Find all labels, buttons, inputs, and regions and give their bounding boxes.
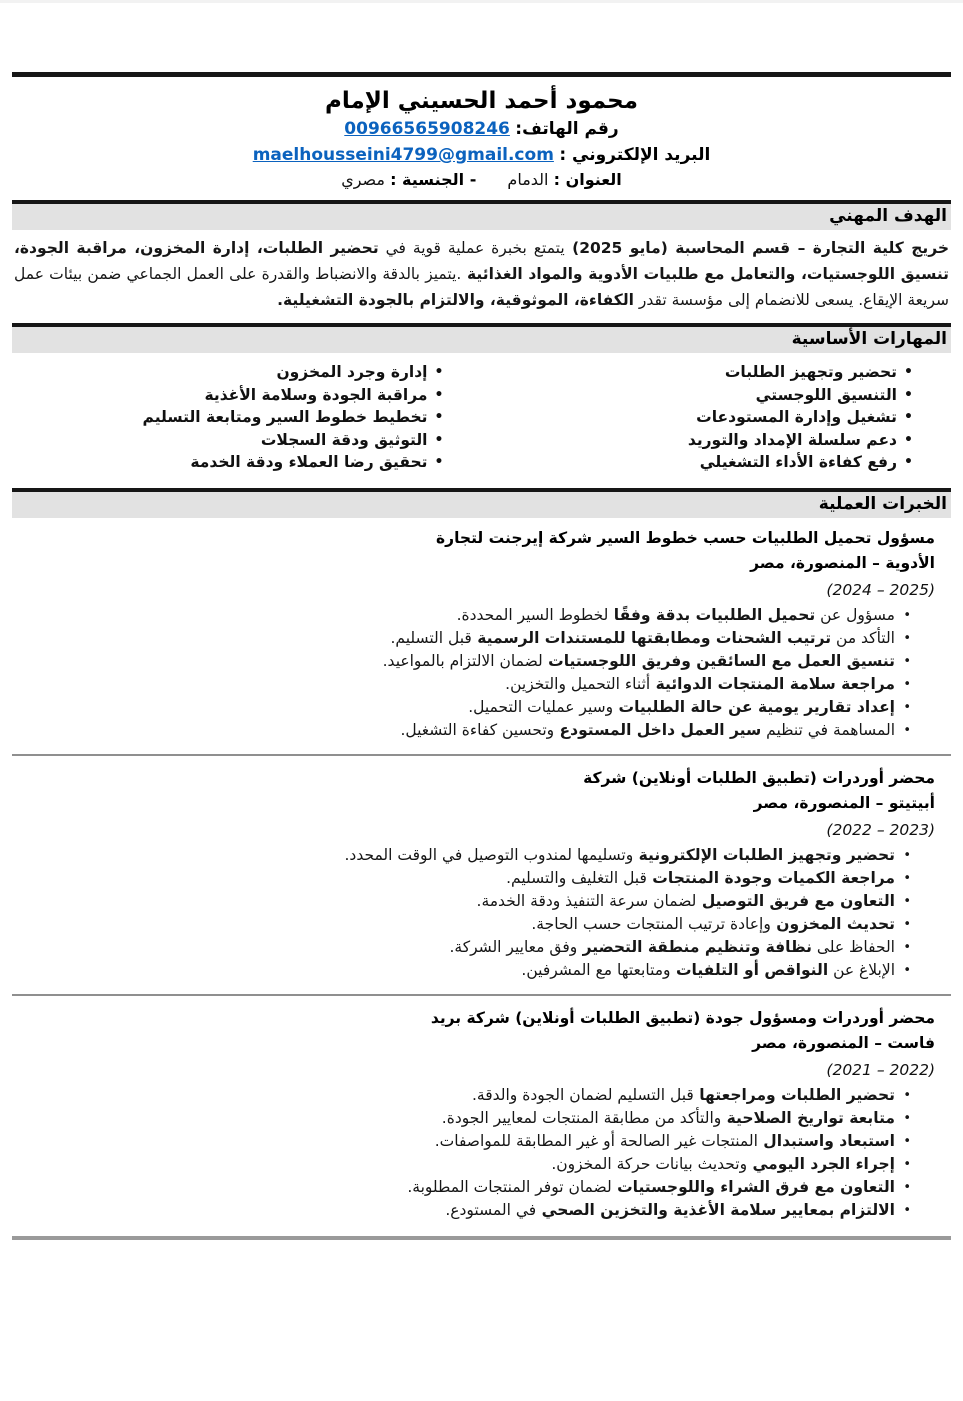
job-date <box>12 818 935 842</box>
skills-columns <box>12 361 951 474</box>
address-value: الدمام <box>507 170 549 189</box>
job-bullet: • مراجعة سلامة المنتجات الدوائية أثناء التحميل والتخزين. <box>12 673 911 696</box>
skill-item: • التوثيق ودقة السجلات <box>12 429 444 452</box>
job-bullet: • إجراء الجرد اليومي وتحديث بيانات حركة المخزون. <box>12 1153 911 1176</box>
job-title <box>12 1006 935 1056</box>
top-divider <box>12 72 951 77</box>
job-bullet: • تنسيق العمل مع السائقين وفريق اللوجستيات لضمان الالتزام بالمواعيد. <box>12 650 911 673</box>
job-entry-1 <box>12 526 951 742</box>
bottom-divider <box>12 1236 951 1240</box>
job-title-line1: محضر أوردرات ومسؤول جودة (تطبيق الطلبات أونلاين) شركة بريد <box>430 1008 935 1027</box>
job-bullet: • متابعة تواريخ الصلاحية والتأكد من مطابقة المنتجات لمعايير الجودة. <box>12 1107 911 1130</box>
section-title-skills: المهارات الأساسية <box>12 327 951 353</box>
job-bullet: • مراجعة الكميات وجودة المنتجات قبل التغليف والتسليم. <box>12 867 911 890</box>
skill-item: • إدارة وجرد المخزون <box>12 361 444 384</box>
candidate-name: محمود أحمد الحسيني الإمام <box>325 88 638 114</box>
job-title-line2: فاست – المنصورة، مصر <box>752 1033 935 1052</box>
job-bullet: • تحضير وتجهيز الطلبات الإلكترونية وتسليمها لمندوب التوصيل في الوقت المحدد. <box>12 844 911 867</box>
job-bullet: • إعداد تقارير يومية عن حالة الطلبيات وسير عمليات التحميل. <box>12 696 911 719</box>
skill-item: • التنسيق اللوجستي <box>482 384 914 407</box>
job-bullet: • التأكد من ترتيب الشحنات ومطابقتها للمستندات الرسمية قبل التسليم. <box>12 627 911 650</box>
phone-link[interactable]: 00966565908246 <box>344 119 510 139</box>
date-range: (2021 – 2022) <box>826 1060 935 1079</box>
skill-item: • رفع كفاءة الأداء التشغيلي <box>482 451 914 474</box>
objective-text: خريج كلية التجارة – قسم المحاسبة (مايو 2025) يتمتع بخبرة عملية قوية في تحضير الطلبات، إدارة المخزون، مراقبة الجودة، تنسيق اللوجستيات، والتعامل مع طلبيات الأدوية والمواد الغذائية .يتميز بالدقة والانضباط والقدرة على العمل الجماعي ضمن بيئات عمل سريعة الإيقاع. يسعى للانضمام إلى مؤسسة تقدر الكفاءة، الموثوقية، والالتزام بالجودة التشغيلية. <box>14 239 950 309</box>
skill-item: • تشغيل وإدارة المستودعات <box>482 406 914 429</box>
section-title-experience: الخبرات العملية <box>12 492 951 518</box>
job-title <box>12 766 935 816</box>
job-bullet: • الالتزام بمعايير سلامة الأغذية والتخزين الصحي في المستودع. <box>12 1199 911 1222</box>
skill-item: • دعم سلسلة الإمداد والتوريد <box>482 429 914 452</box>
skill-item: • تخطيط خطوط السير ومتابعة التسليم <box>12 406 444 429</box>
job-bullets <box>12 1084 951 1222</box>
job-bullets <box>12 844 951 982</box>
contact-header <box>12 86 951 192</box>
job-title-line2: أبيتيتو – المنصورة، مصر <box>753 793 935 812</box>
job-separator <box>12 754 951 756</box>
skills-column-left <box>12 361 482 474</box>
phone-line <box>12 116 951 142</box>
job-title <box>12 526 935 576</box>
job-title-line2: الأدوية – المنصورة، مصر <box>750 553 935 572</box>
job-title-line1: مسؤول تحميل الطلبيات حسب خطوط السير شركة إيرجنت لتجارة <box>436 528 935 547</box>
job-entry-3 <box>12 1006 951 1222</box>
date-range: (2022 – 2023) <box>826 820 935 839</box>
skill-item: • مراقبة الجودة وسلامة الأغذية <box>12 384 444 407</box>
job-bullet: • التعاون مع فرق الشراء واللوجستيات لضمان توفر المنتجات المطلوبة. <box>12 1176 911 1199</box>
skill-item: • تحقيق رضا العملاء ودقة الخدمة <box>12 451 444 474</box>
job-bullet: • استبعاد واستبدال المنتجات غير الصالحة أو غير المطابقة للمواصفات. <box>12 1130 911 1153</box>
job-date <box>12 578 935 602</box>
email-line <box>12 142 951 168</box>
nationality-value: مصري <box>341 170 385 189</box>
job-bullet: • الإبلاغ عن النواقص أو التلفيات ومتابعتها مع المشرفين. <box>12 959 911 982</box>
job-separator <box>12 994 951 996</box>
job-date <box>12 1058 935 1082</box>
date-range: (2024 – 2025) <box>826 580 935 599</box>
job-bullet: • مسؤول عن تحميل الطلبيات بدقة وفقًا لخطوط السير المحددة. <box>12 604 911 627</box>
email-link[interactable]: maelhousseini4799@gmail.com <box>252 145 554 165</box>
job-bullet: • تحديث المخزون وإعادة ترتيب المنتجات حسب الحاجة. <box>12 913 911 936</box>
skills-column-right <box>482 361 952 474</box>
nationality-label: - الجنسية : <box>390 170 477 189</box>
job-bullet: • المساهمة في تنظيم سير العمل داخل المستودع وتحسين كفاءة التشغيل. <box>12 719 911 742</box>
job-bullet: • الحفاظ على نظافة وتنظيم منطقة التحضير وفق معايير الشركة. <box>12 936 911 959</box>
phone-label: رقم الهاتف: <box>515 119 619 139</box>
job-bullet: • تحضير الطلبات ومراجعتها قبل التسليم لضمان الجودة والدقة. <box>12 1084 911 1107</box>
job-title-line1: محضر أوردرات (تطبيق الطلبات أونلاين) شركة <box>583 768 935 787</box>
section-title-objective: الهدف المهني <box>12 204 951 230</box>
address-line <box>12 168 951 192</box>
job-bullets <box>12 604 951 742</box>
job-bullet: • التعاون مع فريق التوصيل لضمان سرعة التنفيذ ودقة الخدمة. <box>12 890 911 913</box>
email-label: البريد الإلكتروني : <box>559 145 711 165</box>
job-entry-2 <box>12 766 951 982</box>
skill-item: • تحضير وتجهيز الطلبات <box>482 361 914 384</box>
address-label: العنوان : <box>553 170 622 189</box>
